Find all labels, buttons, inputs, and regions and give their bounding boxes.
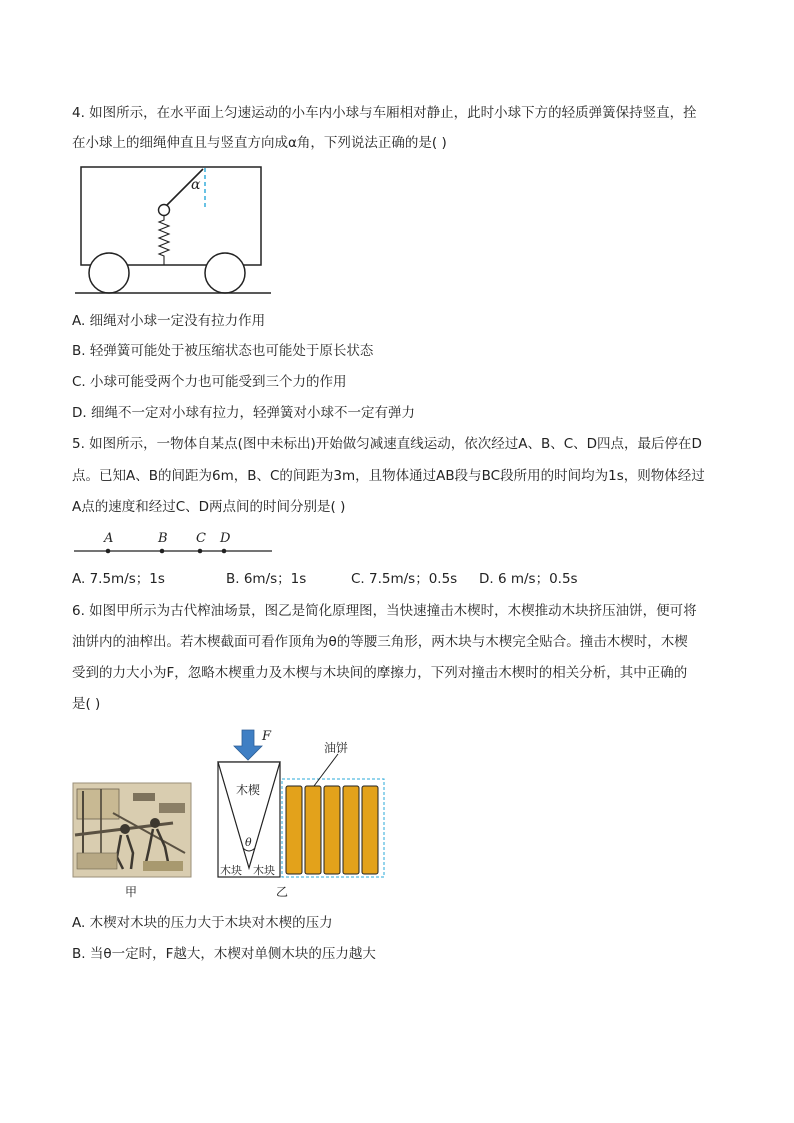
q6-option-a: A. 木楔对木块的压力大于木块对木楔的压力 [72,915,333,931]
q4-alpha-label: α [191,177,201,193]
q4-option-b: B. 轻弹簧可能处于被压缩状态也可能处于原长状态 [72,343,374,359]
q4-cart-figure [75,163,275,303]
q4-option-c: C. 小球可能受两个力也可能受到三个力的作用 [72,374,347,390]
point-d-label: D [220,531,231,546]
q6-stem-line4: 是( ) [72,696,101,712]
q6-stem-line2: 油饼内的油榨出。若木楔截面可看作顶角为θ的等腰三角形，两木块与木楔完全贴合。撞击木楔时，木楔 [72,634,688,650]
q4-option-d: D. 细绳不一定对小球有拉力，轻弹簧对小球不一定有弹力 [72,405,415,421]
caption-yi: 乙 [276,885,289,899]
q5-stem-line1: 5. 如图所示，一物体自某点(图中未标出)开始做匀减速直线运动，依次经过A、B、C、D四点，最后停在D [72,436,702,452]
q6-option-b: B. 当θ一定时，F越大，木楔对单侧木块的压力越大 [72,946,376,962]
q6-stem-line3: 受到的力大小为F，忽略木楔重力及木楔与木块间的摩擦力，下列对撞击木楔时的相关分析，其中正确的 [72,665,688,681]
wedge-label: 木楔 [236,783,261,797]
q5-option-a: A. 7.5m/s；1s [72,571,165,587]
oil-cake-label: 油饼 [324,741,349,755]
oil-press-illustration [73,783,191,877]
point-c-label: C [196,531,206,546]
q5-option-b: B. 6m/s；1s [226,571,307,587]
q5-option-c: C. 7.5m/s；0.5s [351,571,458,587]
q5-stem-line3: A点的速度和经过C、D两点间的时间分别是( ) [72,499,346,515]
q4-option-a: A. 细绳对小球一定没有拉力作用 [72,313,266,329]
q5-points-figure [72,527,277,557]
block-left-label: 木块 [220,864,242,877]
q6-stem-line1: 6. 如图甲所示为古代榨油场景，图乙是简化原理图，当快速撞击木楔时，木楔推动木块挤压油饼，便可将 [72,603,697,619]
q4-stem-line1: 4. 如图所示，在水平面上匀速运动的小车内小球与车厢相对静止，此时小球下方的轻质弹簧保持竖直，拴 [72,105,697,121]
caption-jia: 甲 [125,885,138,899]
q4-stem-line2: 在小球上的细绳伸直且与竖直方向成α角，下列说法正确的是( ) [72,135,447,151]
point-b-label: B [158,531,168,546]
wedge-schematic [214,728,394,883]
block-right-label: 木块 [253,864,275,877]
q5-stem-line2: 点。已知A、B的间距为6m，B、C的间距为3m，且物体通过AB段与BC段所用的时间均为1s，则物体经过 [72,468,705,484]
point-a-label: A [104,531,114,546]
force-label: F [262,729,272,744]
q5-option-d: D. 6 m/s；0.5s [479,571,578,587]
theta-label: θ [245,836,252,849]
